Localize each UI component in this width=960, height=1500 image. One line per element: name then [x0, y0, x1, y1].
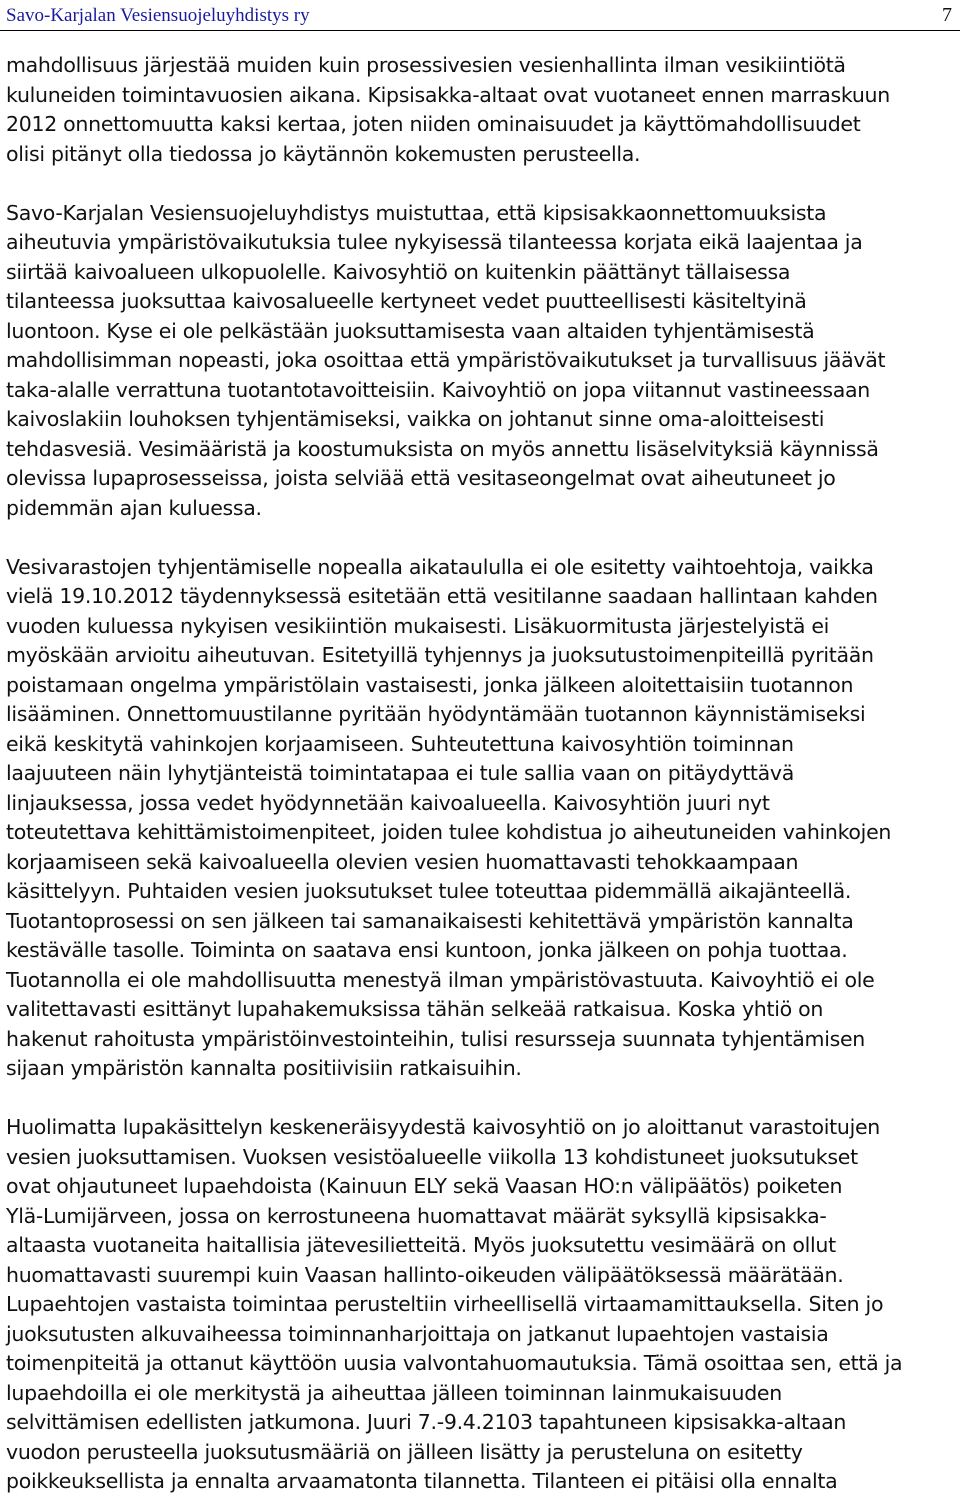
- text-line: luontoon. Kyse ei ole pelkästään juoksuttamisesta vaan altaiden tyhjentämisestä: [6, 318, 815, 343]
- text-line: kuluneiden toimintavuosien aikana. Kipsisakka-altaat ovat vuotaneet ennen marraskuun: [6, 82, 890, 107]
- text-line: hakenut rahoitusta ympäristöinvestointeihin, tulisi resursseja suunnata tyhjentämisen: [6, 1026, 865, 1051]
- text-line: pidemmän ajan kuluessa.: [6, 495, 262, 520]
- text-line: poikkeuksellista ja ennalta arvaamatonta tilannetta. Tilanteen ei pitäisi olla ennalta: [6, 1469, 838, 1493]
- text-line: laajuuteen näin lyhytjänteistä toimintatapaa ei tule sallia vaan on pitäydyttävä: [6, 761, 795, 785]
- text-line: tilanteessa juoksuttaa kaivosalueelle kertyneet vedet puutteellisesti käsiteltyinä: [6, 289, 807, 313]
- page-header: [0, 0, 960, 32]
- text-line: kestävälle tasolle. Toiminta on saatava ensi kuntoon, jonka jälkeen on pohja tuottaa.: [6, 938, 848, 962]
- text-line: mahdollisimman nopeasti, joka osoittaa että ympäristövaikutukset ja turvallisuus jäävät: [6, 348, 886, 372]
- text-line: toimenpiteitä ja ottanut käyttöön uusia valvontahuomautuksia. Tämä osoittaa sen, että ja: [6, 1351, 903, 1375]
- text-line: mahdollisuus järjestää muiden kuin prosessivesien vesienhallinta ilman vesikiintiötä: [6, 53, 846, 77]
- text-line: Vesivarastojen tyhjentämiselle nopealla aikataululla ei ole esitetty vaihtoehtoja, vaikka: [6, 554, 874, 579]
- paragraph-4: [6, 1113, 950, 1497]
- text-line: eikä keskitytä vahinkojen korjaamiseen. Suhteutettuna kaivosyhtiön toiminnan: [6, 731, 794, 756]
- text-line: valitettavasti esittänyt lupahakemuksissa tähän selkeää ratkaisua. Koska yhtiö on: [6, 997, 824, 1021]
- text-line: Tuotannolla ei ole mahdollisuutta menestyä ilman ympäristövastuuta. Kaivoyhtiö ei ole: [6, 967, 875, 992]
- text-line: huomattavasti suurempi kuin Vaasan hallinto-oikeuden välipäätöksessä määrätään.: [6, 1262, 844, 1287]
- paragraph-2: [6, 199, 950, 524]
- text-line: toteutettava kehittämistoimenpiteet, joiden tulee kohdistua jo aiheutuneiden vahinkojen: [6, 820, 892, 844]
- text-line: vesien juoksuttamisen. Vuoksen vesistöalueelle viikolla 13 kohdistuneet juoksutukset: [6, 1144, 858, 1169]
- text-line: siirtää kaivoalueen ulkopuolelle. Kaivosyhtiö on kuitenkin päättänyt tällaisessa: [6, 259, 791, 284]
- text-line: Huolimatta lupakäsittelyn keskeneräisyydestä kaivosyhtiö on jo aloittanut varastoitujen: [6, 1115, 880, 1139]
- text-line: aiheutuvia ympäristövaikutuksia tulee nykyisessä tilanteessa korjata eikä laajentaa ja: [6, 230, 863, 254]
- text-line: lupaehdoilla ei ole merkitystä ja aiheuttaa jälleen toiminnan lainmukaisuuden: [6, 1380, 782, 1405]
- body-text: [6, 51, 950, 1500]
- text-line: Tuotantoprosessi on sen jälkeen tai samanaikaisesti kehitettävä ympäristön kannalta: [6, 908, 854, 933]
- text-line: 2012 onnettomuutta kaksi kertaa, joten niiden ominaisuudet ja käyttömahdollisuudet: [6, 112, 861, 136]
- header-title: Savo-Karjalan Vesiensuojeluyhdistys ry: [6, 5, 310, 26]
- text-line: Savo-Karjalan Vesiensuojeluyhdistys muistuttaa, että kipsisakkaonnettomuuksista: [6, 200, 827, 225]
- text-line: selvittämisen edellisten jatkumona. Juuri 7.-9.4.2103 tapahtuneen kipsisakka-altaan: [6, 1410, 847, 1434]
- text-line: ovat ohjautuneet lupaehdoista (Kainuun ELY sekä Vaasan HO:n välipäätös) poiketen: [6, 1174, 843, 1198]
- text-line: vuoden kuluessa nykyisen vesikiintiön mukaisesti. Lisäkuormitusta järjestelyistä ei: [6, 613, 830, 638]
- text-line: olisi pitänyt olla tiedossa jo käytännön kokemusten perusteella.: [6, 141, 641, 166]
- text-line: sijaan ympäristön kannalta positiivisiin ratkaisuihin.: [6, 1056, 522, 1080]
- text-line: tehdasvesiä. Vesimääristä ja koostumuksista on myös annettu lisäselvityksiä käynnissä: [6, 436, 879, 461]
- text-line: lisääminen. Onnettomuustilanne pyritään hyödyntämään tuotannon käynnistämiseksi: [6, 702, 866, 726]
- text-line: myöskään arvioitu aiheutuvan. Esitetyillä tyhjennys ja juoksutustoimenpiteillä pyritään: [6, 643, 874, 667]
- header-rule: [0, 30, 960, 31]
- text-line: altaasta vuotaneita haitallisia jätevesilietteitä. Myös juoksutettu vesimäärä on ollut: [6, 1233, 836, 1257]
- text-line: käsittelyyn. Puhtaiden vesien juoksutukset tulee toteuttaa pidemmällä aikajänteellä.: [6, 879, 852, 903]
- text-line: Lupaehtojen vastaista toimintaa perusteltiin virheellisellä virtaamamittauksella. Siten jo: [6, 1292, 884, 1316]
- text-line: olevissa lupaprosesseissa, joista selviää että vesitaseongelmat ovat aiheutuneet jo: [6, 466, 836, 490]
- text-line: poistamaan ongelma ympäristölain vastaisesti, jonka jälkeen aloitettaisiin tuotannon: [6, 672, 854, 697]
- text-line: juoksutusten alkuvaiheessa toiminnanharjoittaja on jatkanut lupaehtojen vastaisia: [6, 1321, 829, 1346]
- paragraph-1: [6, 51, 950, 169]
- text-line: vuodon perusteella juoksutusmääriä on jälleen lisätty ja perusteluna on esitetty: [6, 1439, 803, 1464]
- text-line: korjaamiseen sekä kaivoalueella olevien vesien huomattavasti tehokkaampaan: [6, 849, 799, 874]
- text-line: Ylä-Lumijärveen, jossa on kerrostuneena huomattavat määrät syksyllä kipsisakka-: [6, 1203, 827, 1228]
- text-line: kaivoslakiin louhoksen tyhjentämiseksi, vaikka on johtanut sinne oma-aloitteisesti: [6, 407, 825, 431]
- text-line: vielä 19.10.2012 täydennyksessä esitetään että vesitilanne saadaan hallintaan kahden: [6, 584, 878, 608]
- text-line: linjauksessa, jossa vedet hyödynnetään kaivoalueella. Kaivosyhtiön juuri nyt: [6, 790, 770, 815]
- paragraph-3: [6, 553, 950, 1084]
- text-line: taka-alalle verrattuna tuotantotavoitteisiin. Kaivoyhtiö on jopa viitannut vastineessaan: [6, 377, 870, 402]
- page-number: 7: [942, 4, 952, 26]
